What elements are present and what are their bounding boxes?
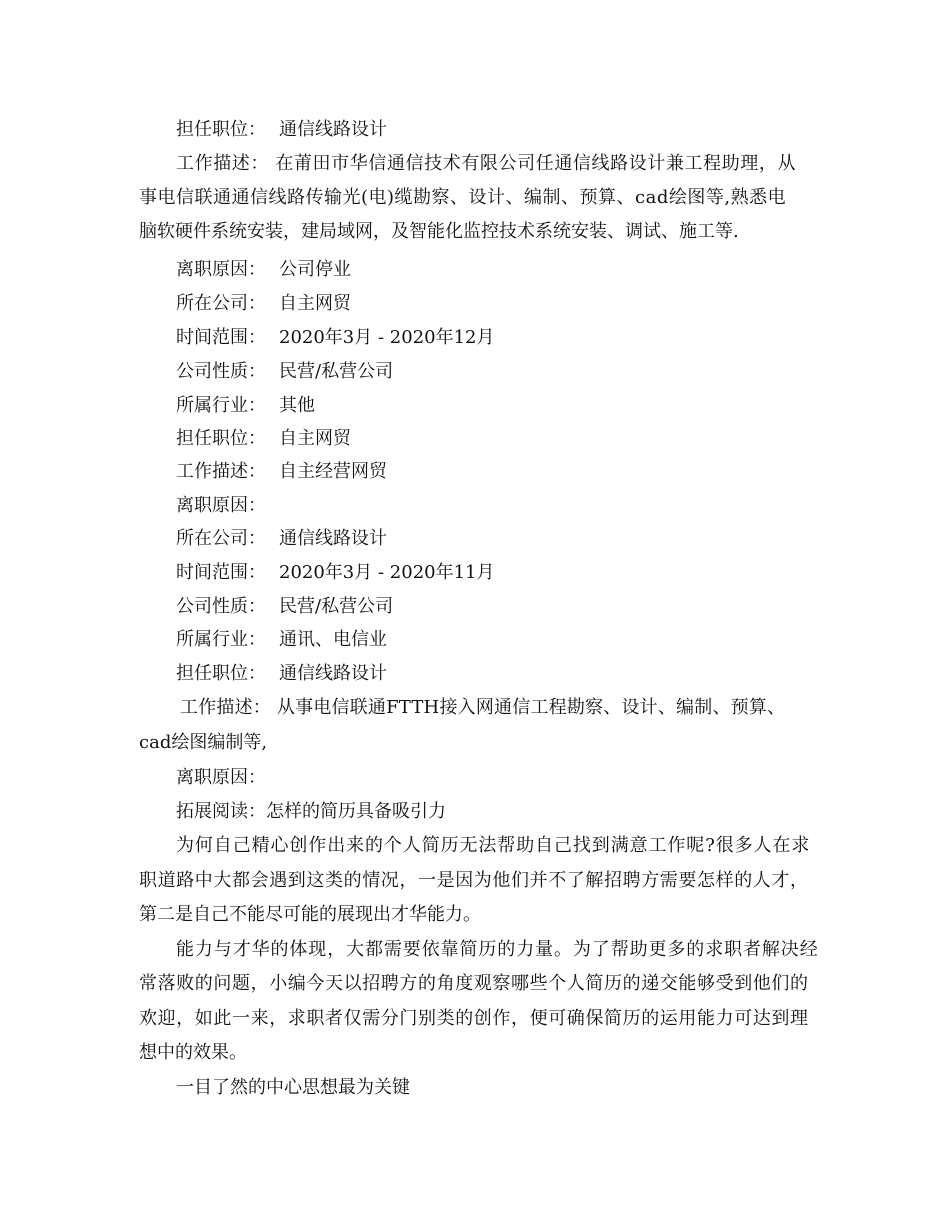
field-label: 所属行业： [176, 395, 266, 416]
field-label: 时间范围： [176, 562, 266, 583]
field-value: 民营/私营公司 [279, 361, 394, 382]
field-value: 通信线路设计 [279, 528, 387, 549]
field-label: 离职原因： [176, 495, 266, 516]
description-line: 脑软硬件系统安装，建局域网，及智能化监控技术系统安装、调试、施工等. [139, 221, 739, 242]
paragraph-line: 欢迎，如此一来，求职者仅需分门别类的创作，便可确保简历的运用能力可达到理 [139, 1008, 809, 1029]
field-row [176, 595, 393, 619]
field-row [176, 494, 279, 518]
field-label: 所在公司： [176, 293, 266, 314]
field-row [176, 527, 387, 551]
field-row [176, 118, 387, 142]
field-row [176, 427, 351, 451]
field-label: 公司性质： [176, 361, 266, 382]
field-label: 担任职位： [176, 119, 266, 140]
field-row [176, 766, 279, 790]
field-row [176, 360, 393, 384]
field-row [176, 662, 387, 686]
description-line: 事电信联通通信线路传输光(电)缆勘察、设计、编制、预算、cad绘图等,熟悉电 [139, 187, 787, 208]
field-label: 离职原因： [176, 767, 266, 788]
field-value: 通信线路设计 [279, 663, 387, 684]
paragraph-line: 第二是自己不能尽可能的展现出才华能力。 [139, 904, 481, 925]
field-value: 自主网贸 [279, 428, 351, 449]
field-label: 担任职位： [176, 428, 266, 449]
paragraph-line: 常落败的问题，小编今天以招聘方的角度观察哪些个人简历的递交能够受到他们的 [139, 973, 809, 994]
paragraph-line: 想中的效果。 [139, 1042, 247, 1063]
field-value: 自主网贸 [279, 293, 351, 314]
paragraph-line: 为何自己精心创作出来的个人简历无法帮助自己找到满意工作呢?很多人在求 [176, 835, 811, 856]
field-label: 担任职位： [176, 663, 266, 684]
field-label: 离职原因： [176, 259, 266, 280]
field-value: 民营/私营公司 [279, 596, 394, 617]
field-value: 其他 [279, 395, 315, 416]
field-value: 2020年3月 - 2020年11月 [279, 562, 495, 583]
field-value: 自主经营网贸 [279, 461, 387, 482]
field-row [176, 561, 495, 585]
field-label: 工作描述： [176, 461, 266, 482]
field-row [176, 394, 315, 418]
article-heading: 拓展阅读：怎样的简历具备吸引力 [176, 801, 446, 822]
field-value: 公司停业 [279, 259, 351, 280]
description-line: cad绘图编制等, [139, 732, 268, 753]
field-label: 所在公司： [176, 528, 266, 549]
paragraph-line: 一目了然的中心思想最为关键 [176, 1077, 410, 1098]
paragraph-line: 职道路中大都会遇到这类的情况，一是因为他们并不了解招聘方需要怎样的人才， [139, 870, 809, 891]
paragraph-line: 能力与才华的体现，大都需要依靠简历的力量。为了帮助更多的求职者解决经 [176, 939, 819, 960]
field-row [176, 258, 351, 282]
description-line: 工作描述： 从事电信联通FTTH接入网通信工程勘察、设计、编制、预算、 [180, 697, 786, 718]
field-row [176, 460, 387, 484]
description-line: 工作描述： 在莆田市华信通信技术有限公司任通信线路设计兼工程助理，从 [176, 153, 797, 174]
field-label: 公司性质： [176, 596, 266, 617]
field-row [176, 292, 351, 316]
field-label: 时间范围： [176, 327, 266, 348]
field-value: 通讯、电信业 [279, 629, 387, 650]
field-row [176, 326, 495, 350]
field-row [176, 628, 387, 652]
field-value: 通信线路设计 [279, 119, 387, 140]
field-label: 所属行业： [176, 629, 266, 650]
field-value: 2020年3月 - 2020年12月 [279, 327, 495, 348]
